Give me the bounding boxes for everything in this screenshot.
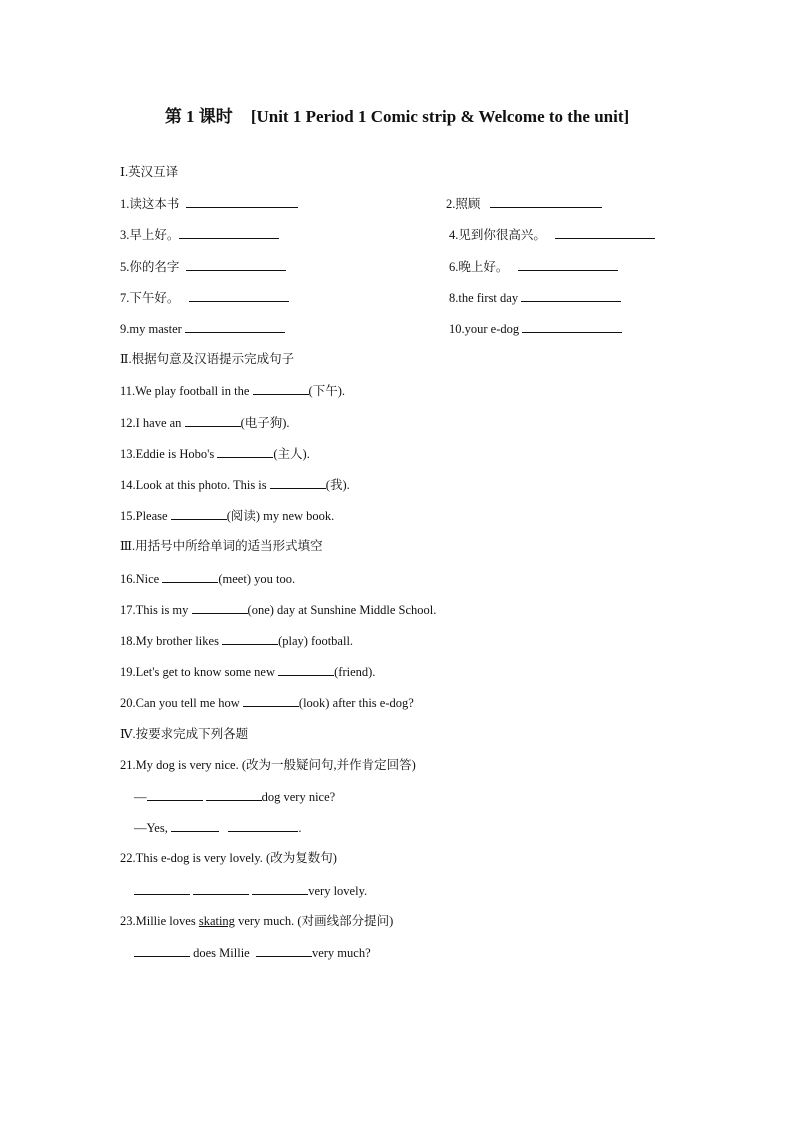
answer-blank[interactable] [518,258,618,271]
item-23-answer: does Millie very much? [134,944,371,961]
item-3: 3.早上好。 [120,226,279,243]
answer-blank[interactable] [253,382,309,395]
item-11: 11.We play football in the (下午). [120,384,345,398]
item-22: 22.This e-dog is very lovely. (改为复数句) [120,851,337,865]
answer-blank[interactable] [171,819,219,832]
answer-blank[interactable] [270,476,326,489]
answer-blank[interactable] [186,258,286,271]
answer-blank[interactable] [134,882,190,895]
item-7: 7.下午好。 [120,289,289,306]
section3-heading: Ⅲ.用括号中所给单词的适当形式填空 [120,539,323,553]
answer-blank[interactable] [193,882,249,895]
item-17: 17.This is my (one) day at Sunshine Middle School. [120,603,437,617]
answer-blank[interactable] [256,944,312,957]
answer-blank[interactable] [217,445,273,458]
item-14: 14.Look at this photo. This is (我). [120,478,350,492]
item-9: 9.my master [120,320,285,337]
answer-blank[interactable] [189,289,289,302]
answer-blank[interactable] [243,694,299,707]
item-23: 23.Millie loves skating very much. (对画线部分提问) [120,914,394,928]
page-title [0,102,794,127]
answer-blank[interactable] [185,320,285,333]
section1-heading: Ⅰ.英汉互译 [120,165,179,179]
title-cn: 第 1 课时 [164,107,233,126]
answer-blank[interactable] [521,289,621,302]
section2-heading: Ⅱ.根据句意及汉语提示完成句子 [120,352,295,366]
answer-blank[interactable] [147,788,203,801]
underlined-word: skating [198,914,235,928]
item-5: 5.你的名字 [120,258,286,275]
item-19: 19.Let's get to know some new (friend). [120,665,376,679]
answer-blank[interactable] [171,507,227,520]
section4-heading: Ⅳ.按要求完成下列各题 [120,727,249,741]
item-22-answer: very lovely. [134,882,367,899]
answer-blank[interactable] [278,663,334,676]
item-4: 4.见到你很高兴。 [449,226,655,243]
answer-blank[interactable] [179,226,279,239]
answer-blank[interactable] [134,944,190,957]
item-2: 2.照顾 [446,195,602,212]
answer-blank[interactable] [162,570,218,583]
item-20: 20.Can you tell me how (look) after this e-dog? [120,696,414,710]
answer-blank[interactable] [192,601,248,614]
item-12: 12.I have an (电子狗). [120,416,290,430]
answer-blank[interactable] [186,195,298,208]
item-15: 15.Please (阅读) my new book. [120,509,335,523]
item-10: 10.your e-dog [449,320,622,337]
item-21-answer-1: — dog very nice? [134,790,336,804]
item-21: 21.My dog is very nice. (改为一般疑问句,并作肯定回答) [120,758,416,772]
item-16: 16.Nice (meet) you too. [120,572,296,586]
answer-blank[interactable] [252,882,308,895]
item-21-answer-2: —Yes, . [134,821,302,835]
answer-blank[interactable] [490,195,602,208]
answer-blank[interactable] [228,819,298,832]
title-en: [Unit 1 Period 1 Comic strip & Welcome to the unit] [250,107,630,126]
answer-blank[interactable] [206,788,262,801]
answer-blank[interactable] [555,226,655,239]
item-18: 18.My brother likes (play) football. [120,634,354,648]
item-13: 13.Eddie is Hobo's (主人). [120,447,310,461]
answer-blank[interactable] [522,320,622,333]
answer-blank[interactable] [185,414,241,427]
item-8: 8.the first day [449,289,621,306]
answer-blank[interactable] [222,632,278,645]
item-1: 1.读这本书 [120,195,298,212]
item-6: 6.晚上好。 [449,258,618,275]
